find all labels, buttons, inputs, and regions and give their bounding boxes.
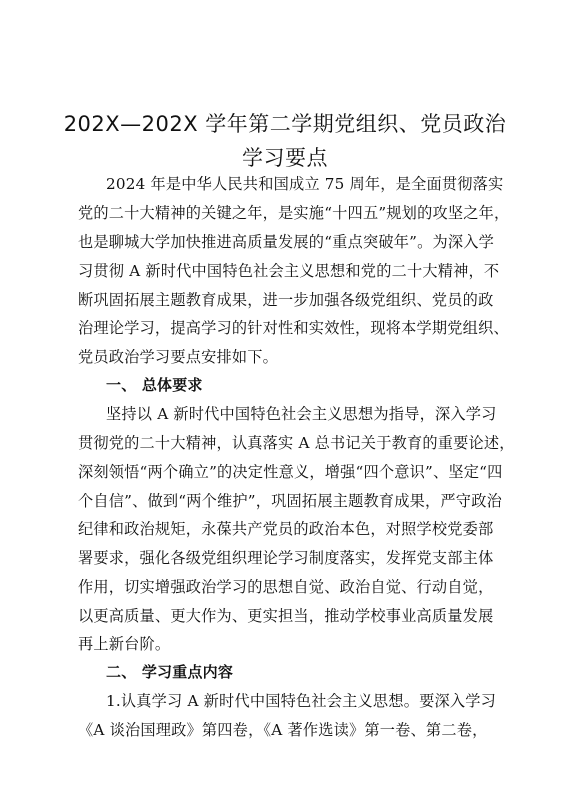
paragraph-line: 署要求，强化各级党组织理论学习制度落实，发挥党支部主体	[78, 549, 494, 567]
paragraph-line: 纪律和政治规矩，永葆共产党员的政治本色，对照学校党委部	[78, 520, 494, 538]
paragraph-line: 《A 谈治国理政》第四卷，《A 著作选读》第一卷、第二卷，	[78, 721, 488, 739]
paragraph-line: 党员政治学习要点安排如下。	[78, 348, 279, 366]
paragraph-line: 断巩固拓展主题教育成果，进一步加强各级党组织、党员的政	[78, 291, 494, 309]
paragraph-line: 也是聊城大学加快推进高质量发展的“重点突破年”。为深入学	[78, 233, 495, 251]
section-heading-2: 二、 学习重点内容	[106, 663, 234, 681]
paragraph-line: 贯彻党的二十大精神，认真落实 A 总书记关于教育的重要论述，	[78, 434, 515, 452]
paragraph-line: 习贯彻 A 新时代中国特色社会主义思想和党的二十大精神，不	[78, 262, 500, 280]
paragraph-line: 再上新台阶。	[78, 635, 171, 653]
section-heading-1: 一、 总体要求	[106, 376, 203, 394]
paragraph-line: 1.认真学习 A 新时代中国特色社会主义思想。要深入学习	[106, 692, 497, 710]
paragraph-line: 深刻领悟“两个确立”的决定性意义，增强“四个意识”、坚定“四	[78, 463, 503, 481]
paragraph-line: 个自信”、做到“两个维护”，巩固拓展主题教育成果，严守政治	[78, 492, 502, 510]
paragraph-line: 治理论学习，提高学习的针对性和实效性，现将本学期党组织、	[78, 319, 509, 337]
paragraph-line: 党的二十大精神的关键之年，是实施“十四五”规划的攻坚之年，	[78, 204, 510, 222]
document-title-line-2: 学习要点	[242, 146, 328, 170]
paragraph-line: 作用，切实增强政治学习的思想自觉、政治自觉、行动自觉，	[78, 578, 494, 596]
paragraph-line: 2024 年是中华人民共和国成立 75 周年，是全面贯彻落实	[106, 175, 504, 193]
document-title-line-1: 202X—202X 学年第二学期党组织、党员政治	[63, 112, 507, 136]
paragraph-line: 坚持以 A 新时代中国特色社会主义思想为指导，深入学习	[106, 405, 497, 423]
paragraph-line: 以更高质量、更大作为、更实担当，推动学校事业高质量发展	[78, 607, 494, 625]
